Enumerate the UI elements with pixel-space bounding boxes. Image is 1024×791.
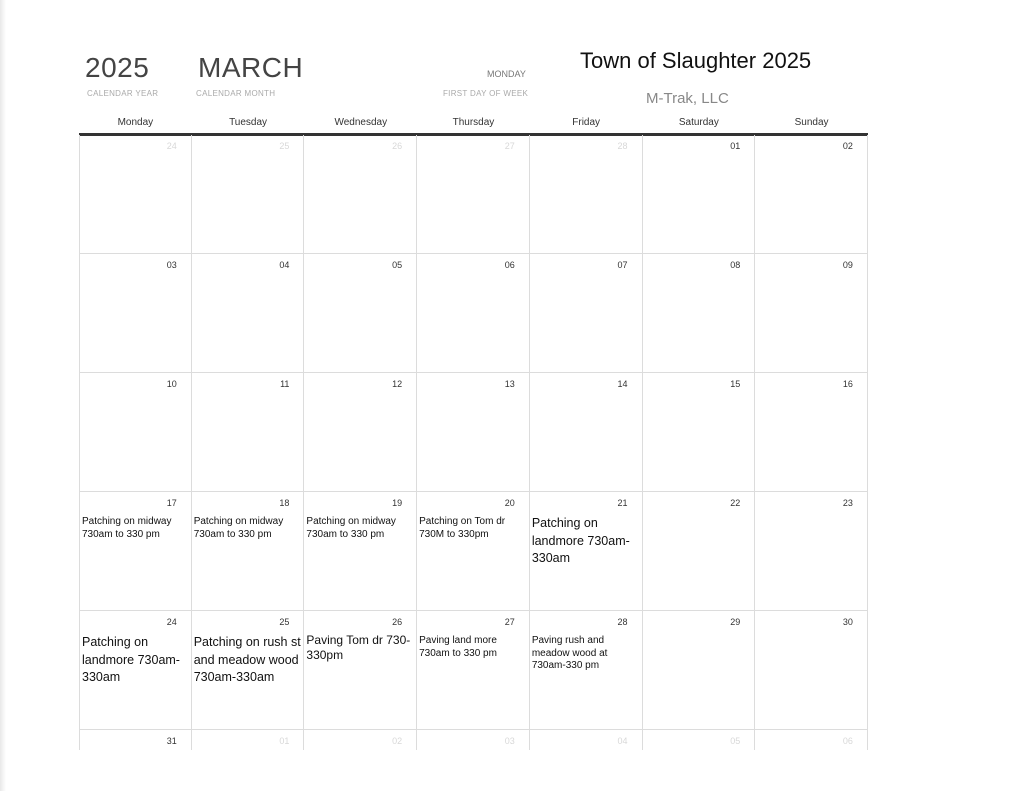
- day-number: 30: [842, 617, 853, 627]
- event-note: Patching on landmore 730am-330am: [82, 635, 180, 684]
- day-number: 06: [842, 736, 853, 746]
- day-cell[interactable]: [643, 611, 756, 730]
- event-note: Patching on midway 730am to 330 pm: [306, 516, 396, 540]
- day-number: 27: [504, 617, 515, 627]
- day-cell[interactable]: [192, 611, 305, 730]
- day-number: 19: [392, 498, 403, 508]
- day-cell[interactable]: [79, 254, 192, 373]
- weekday-label: Monday: [117, 117, 154, 128]
- event-note: Paving land more 730am to 330 pm: [419, 635, 497, 659]
- week-row: [79, 492, 868, 611]
- weekday-label: Wednesday: [334, 117, 388, 128]
- day-cell[interactable]: [755, 611, 868, 730]
- day-number: 24: [166, 141, 177, 151]
- day-cell[interactable]: [417, 611, 530, 730]
- day-cell[interactable]: [643, 254, 756, 373]
- day-number: 11: [280, 379, 290, 389]
- event-note: Patching on landmore 730am-330am: [531, 516, 630, 565]
- day-cell[interactable]: [643, 373, 756, 492]
- day-cell[interactable]: [530, 730, 643, 750]
- day-cell[interactable]: [530, 492, 643, 611]
- day-number: 20: [504, 498, 515, 508]
- day-number: 05: [392, 260, 403, 270]
- scan-edge: [0, 0, 6, 791]
- day-number: 04: [617, 736, 628, 746]
- day-cell[interactable]: [755, 730, 868, 750]
- day-number: 17: [166, 498, 177, 508]
- day-cell[interactable]: [417, 730, 530, 750]
- day-cell[interactable]: [79, 373, 192, 492]
- week-row: [79, 611, 868, 730]
- day-cell[interactable]: [79, 611, 192, 730]
- day-cell[interactable]: [304, 492, 417, 611]
- weekday-label: Tuesday: [229, 117, 268, 128]
- day-number: 24: [166, 617, 177, 627]
- day-number: 25: [279, 617, 290, 627]
- calendar-grid: [79, 135, 868, 750]
- day-cell[interactable]: [643, 492, 756, 611]
- day-number: 13: [504, 379, 515, 389]
- day-number: 05: [730, 736, 741, 746]
- day-cell[interactable]: [304, 135, 417, 254]
- day-number: 10: [166, 379, 177, 389]
- weekday-label: Saturday: [678, 117, 719, 128]
- weekday-label: Thursday: [452, 117, 495, 128]
- day-cell[interactable]: [755, 492, 868, 611]
- day-cell[interactable]: [755, 373, 868, 492]
- event-note: Patching on rush st and meadow wood 730am-330am: [193, 635, 301, 684]
- week-row: [79, 730, 868, 750]
- day-cell[interactable]: [192, 254, 305, 373]
- day-cell[interactable]: [643, 135, 756, 254]
- day-number: 27: [504, 141, 515, 151]
- day-number: 26: [392, 617, 403, 627]
- day-number: 28: [617, 617, 628, 627]
- calendar-month: MARCH: [198, 52, 304, 83]
- day-cell[interactable]: [755, 135, 868, 254]
- day-cell[interactable]: [530, 135, 643, 254]
- day-number: 01: [730, 141, 741, 151]
- day-number: 02: [392, 736, 403, 746]
- day-number: 26: [392, 141, 403, 151]
- day-number: 18: [279, 498, 290, 508]
- day-cell[interactable]: [417, 135, 530, 254]
- first-day-of-week: MONDAY: [487, 69, 526, 79]
- page-subtitle: M-Trak, LLC: [646, 90, 729, 107]
- day-number: 04: [279, 260, 290, 270]
- day-cell[interactable]: [417, 254, 530, 373]
- event-note: Paving Tom dr 730-330pm: [306, 633, 411, 662]
- day-cell[interactable]: [417, 492, 530, 611]
- calendar-month-caption: CALENDAR MONTH: [196, 89, 276, 98]
- weekday-label: Sunday: [794, 117, 829, 128]
- week-row: [79, 254, 868, 373]
- day-number: 15: [730, 379, 741, 389]
- day-number: 02: [842, 141, 853, 151]
- day-number: 28: [617, 141, 628, 151]
- day-number: 31: [166, 736, 177, 746]
- week-row: [79, 373, 868, 492]
- day-number: 29: [730, 617, 741, 627]
- day-cell[interactable]: [643, 730, 756, 750]
- day-number: 22: [730, 498, 741, 508]
- day-cell[interactable]: [192, 730, 305, 750]
- page-title: Town of Slaughter 2025: [580, 48, 812, 73]
- day-cell[interactable]: [304, 373, 417, 492]
- day-number: 12: [392, 379, 403, 389]
- day-cell[interactable]: [79, 135, 192, 254]
- calendar-year: 2025: [85, 52, 150, 83]
- day-number: 08: [730, 260, 741, 270]
- day-number: 25: [279, 141, 290, 151]
- event-note: Patching on Tom dr 730M to 330pm: [419, 516, 506, 540]
- day-cell[interactable]: [304, 254, 417, 373]
- day-number: 03: [504, 736, 515, 746]
- day-number: 07: [617, 260, 628, 270]
- event-note: Paving rush and meadow wood at 730am-330 pm: [531, 635, 608, 671]
- day-cell[interactable]: [530, 611, 643, 730]
- event-note: Patching on midway 730am to 330 pm: [82, 516, 172, 540]
- day-number: 03: [166, 260, 177, 270]
- day-number: 21: [617, 498, 628, 508]
- day-number: 09: [842, 260, 853, 270]
- day-cell[interactable]: [79, 730, 192, 750]
- day-cell[interactable]: [530, 254, 643, 373]
- day-cell[interactable]: [79, 492, 192, 611]
- day-number: 06: [504, 260, 515, 270]
- day-cell[interactable]: [755, 254, 868, 373]
- weekday-label: Friday: [572, 117, 601, 128]
- day-number: 16: [842, 379, 853, 389]
- first-day-of-week-caption: FIRST DAY OF WEEK: [443, 89, 529, 98]
- day-cell[interactable]: [417, 373, 530, 492]
- day-cell[interactable]: [304, 730, 417, 750]
- event-note: Patching on midway 730am to 330 pm: [193, 516, 284, 540]
- day-number: 01: [279, 736, 290, 746]
- calendar-year-caption: CALENDAR YEAR: [87, 89, 159, 98]
- day-cell[interactable]: [304, 611, 417, 730]
- day-cell[interactable]: [192, 373, 305, 492]
- day-cell[interactable]: [192, 135, 305, 254]
- day-number: 14: [617, 379, 628, 389]
- day-number: 23: [842, 498, 853, 508]
- week-row: [79, 135, 868, 254]
- day-cell[interactable]: [192, 492, 305, 611]
- day-cell[interactable]: [530, 373, 643, 492]
- weekday-header-row: [79, 117, 868, 136]
